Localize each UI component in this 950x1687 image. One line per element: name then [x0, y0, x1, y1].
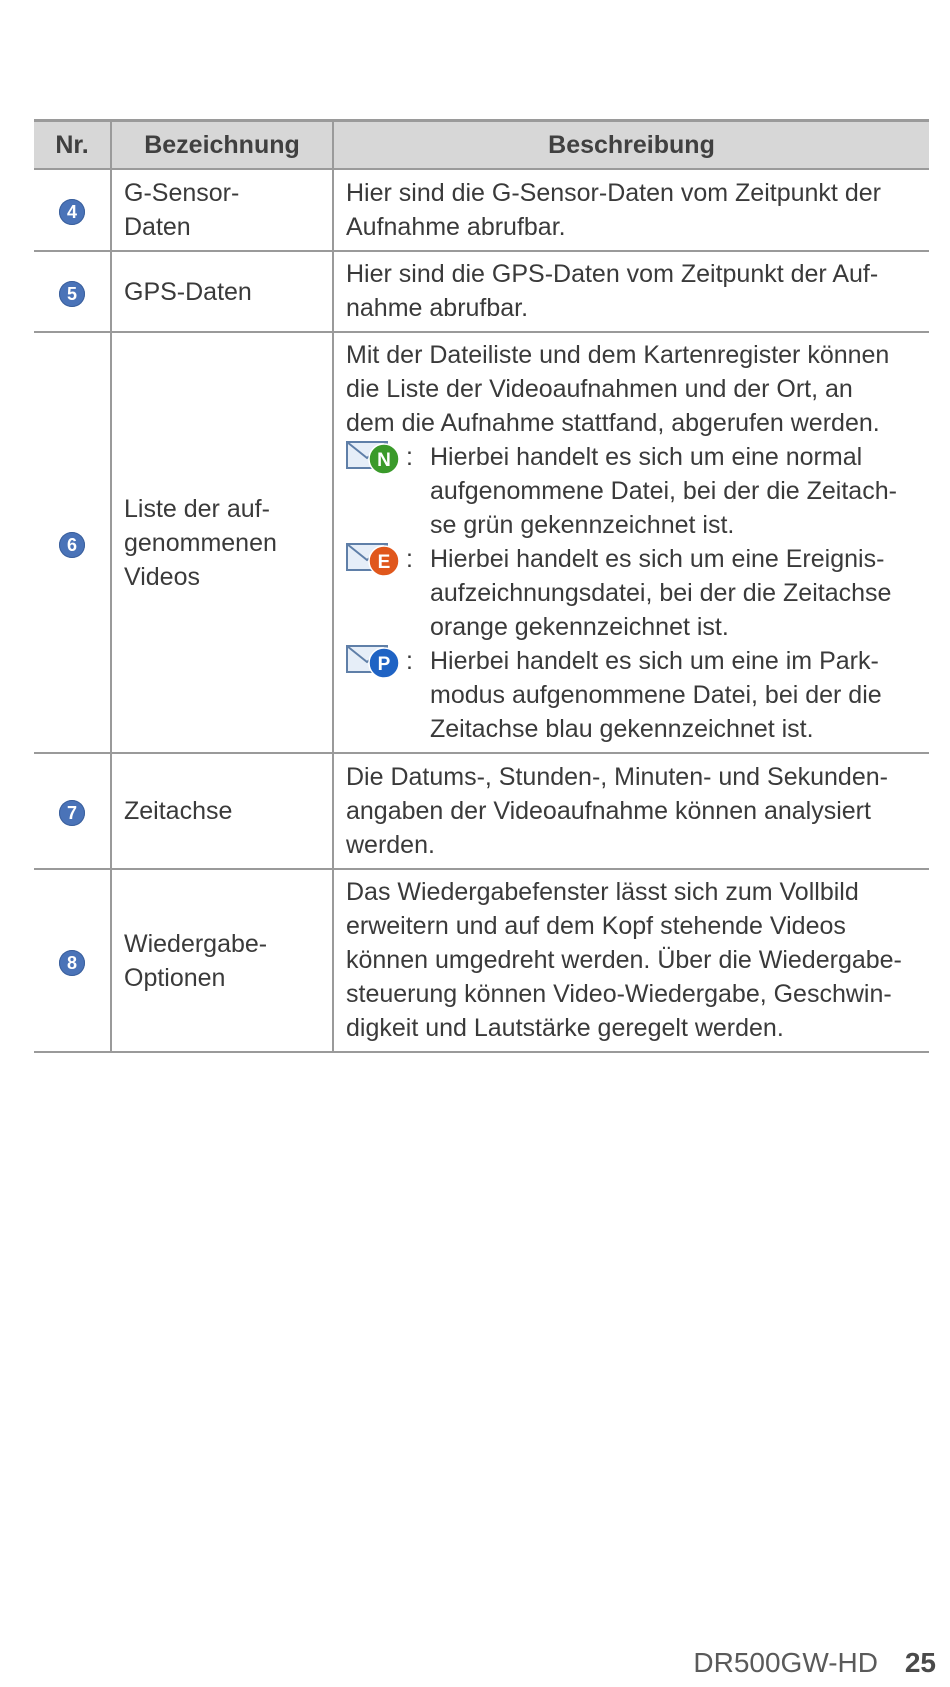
- row-description-text: nahme abrufbar.: [346, 294, 529, 322]
- row-name-cell: [111, 332, 333, 753]
- row-description-cell: [333, 753, 929, 869]
- row-name-text: Liste der auf-: [124, 494, 270, 523]
- table-row: [34, 332, 929, 753]
- row-name-cell: [111, 753, 333, 869]
- row-name-text: G-Sensor-: [124, 179, 240, 207]
- row-description-text: Das Wiedergabefenster lässt sich zum Vollbild: [346, 878, 859, 906]
- table-row: [34, 251, 929, 332]
- row-description-text: Hier sind die G-Sensor-Daten vom Zeitpunkt der: [346, 178, 881, 207]
- legend-text: [430, 440, 917, 542]
- row-description-text: Mit der Dateiliste und dem Kartenregister können: [346, 341, 890, 369]
- event-file-icon: [346, 540, 406, 578]
- legend-text-line: Hierbei handelt es sich um eine Ereignis-: [430, 545, 885, 573]
- row-description-text: die Liste der Videoaufnahmen und der Ort, an: [346, 375, 853, 403]
- parking-file-icon: [346, 642, 406, 680]
- legend-text-line: modus aufgenommene Datei, bei der die: [430, 681, 882, 709]
- row-description-cell: [333, 169, 929, 251]
- row-description-text: erweitern und auf dem Kopf stehende Videos: [346, 912, 846, 940]
- row-description-text: Hier sind die GPS-Daten vom Zeitpunkt der Auf-: [346, 260, 879, 288]
- row-name-text: Optionen: [124, 963, 226, 992]
- row-description-text: werden.: [346, 830, 435, 859]
- column-header-description: Beschreibung: [333, 121, 929, 170]
- column-header-nr: Nr.: [34, 121, 111, 170]
- table-header-row: [34, 121, 929, 170]
- table-body: [34, 169, 929, 1052]
- legend-badge-letter: P: [377, 654, 391, 675]
- row-description-cell: [333, 332, 929, 753]
- footer-page-number: 25: [904, 1647, 936, 1678]
- row-number-cell: [34, 169, 111, 251]
- row-description-text: digkeit und Lautstärke geregelt werden.: [346, 1014, 784, 1042]
- row-description-text: dem die Aufnahme stattfand, abgerufen werden.: [346, 409, 880, 437]
- row-description-text: Aufnahme abrufbar.: [346, 212, 566, 241]
- legend-text-line: aufzeichnungsdatei, bei der die Zeitachse: [430, 579, 892, 607]
- legend-item: [346, 644, 917, 746]
- normal-file-icon: [346, 438, 406, 476]
- column-header-name: Bezeichnung: [111, 121, 333, 170]
- legend-item: [346, 542, 917, 644]
- legend-colon: :: [406, 647, 413, 675]
- table-row: [34, 753, 929, 869]
- row-number-badge: 6: [59, 532, 85, 558]
- row-description-text: Die Datums-, Stunden-, Minuten- und Sekunden-: [346, 762, 888, 791]
- row-name-text: Zeitachse: [124, 797, 233, 825]
- row-name-text: genommenen: [124, 528, 277, 557]
- legend-badge-letter: N: [377, 450, 391, 471]
- row-number-badge: 7: [59, 800, 85, 826]
- row-name-cell: [111, 169, 333, 251]
- row-number-cell: [34, 869, 111, 1052]
- legend-text-line: Hierbei handelt es sich um eine normal: [430, 443, 863, 471]
- legend-item: [346, 440, 917, 542]
- row-name-cell: [111, 251, 333, 332]
- legend-badge-letter: E: [377, 552, 391, 573]
- legend-text-line: orange gekennzeichnet ist.: [430, 613, 729, 641]
- row-name-text: Videos: [124, 562, 200, 591]
- row-name-text: Daten: [124, 213, 191, 241]
- row-name-cell: [111, 869, 333, 1052]
- footer-model-name: DR500GW-HD: [693, 1647, 878, 1678]
- table-row: [34, 169, 929, 251]
- legend-text-line: Zeitachse blau gekennzeichnet ist.: [430, 715, 814, 743]
- row-number-badge: 4: [59, 199, 85, 225]
- row-name-text: Wiedergabe-: [124, 929, 268, 958]
- legend-text: [430, 542, 917, 644]
- feature-table: [34, 119, 929, 1053]
- row-description-text: steuerung können Video-Wiedergabe, Geschwin-: [346, 980, 892, 1008]
- row-number-badge: 8: [59, 950, 85, 976]
- row-description-cell: [333, 869, 929, 1052]
- row-description-text: können umgedreht werden. Über die Wiedergabe-: [346, 946, 902, 974]
- row-description-text: angaben der Videoaufnahme können analysiert: [346, 796, 871, 825]
- legend-text-line: aufgenommene Datei, bei der die Zeitach-: [430, 477, 897, 505]
- row-name-text: GPS-Daten: [124, 277, 252, 306]
- legend-text: [430, 644, 917, 746]
- table-row: [34, 869, 929, 1052]
- legend-colon: :: [406, 443, 413, 471]
- row-number-cell: [34, 332, 111, 753]
- row-number-cell: [34, 753, 111, 869]
- legend-colon: :: [406, 545, 413, 573]
- row-number-badge: 5: [59, 281, 85, 307]
- row-number-cell: [34, 251, 111, 332]
- legend-text-line: se grün gekennzeichnet ist.: [430, 511, 735, 539]
- row-description-cell: [333, 251, 929, 332]
- legend-text-line: Hierbei handelt es sich um eine im Park-: [430, 647, 879, 675]
